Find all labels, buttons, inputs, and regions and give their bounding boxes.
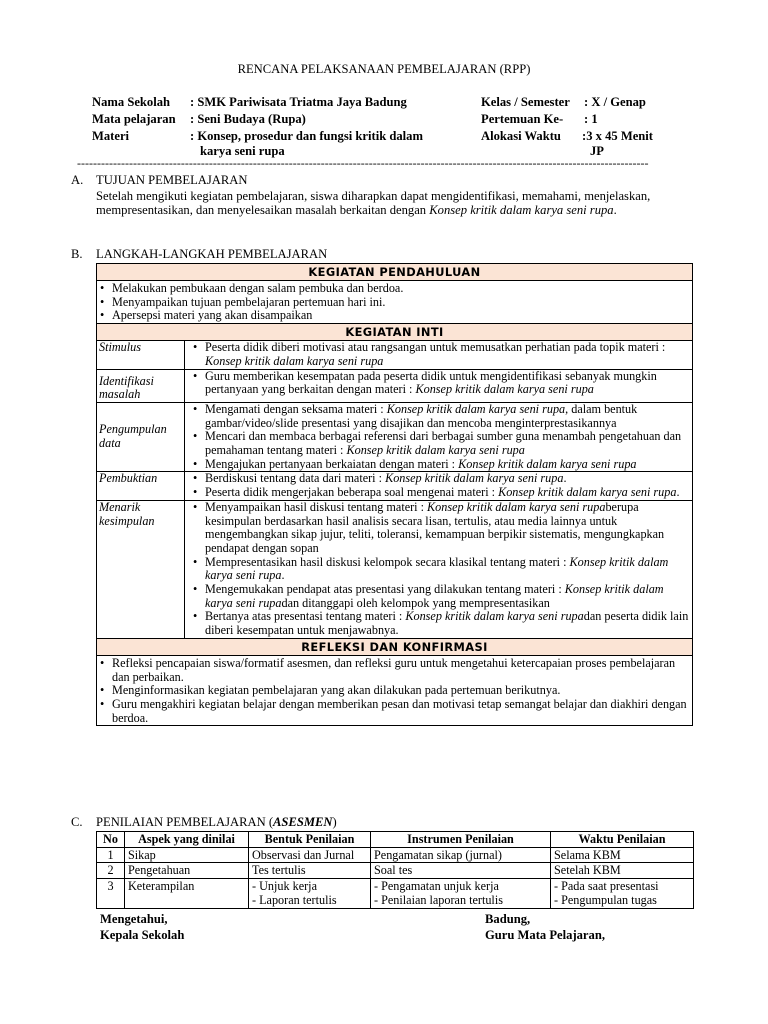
stimulus-label: Stimulus <box>97 341 185 369</box>
pertemuan-label: Pertemuan Ke- <box>481 112 564 126</box>
col-waktu: Waktu Penilaian <box>551 832 694 848</box>
materi-value-line1: : Konsep, prosedur dan fungsi kritik dalam <box>190 129 423 143</box>
badung-label: Badung, <box>485 912 531 926</box>
list-item: • Guru mengakhiri kegiatan belajar dengan memberikan pesan dan motivasi tetap semangat belajar dan diakhiri dengan berdoa. <box>97 698 690 725</box>
section-c-letter: C. <box>71 815 83 829</box>
table-header-row <box>97 832 694 848</box>
alokasi-label: Alokasi Waktu <box>481 129 561 143</box>
section-a-letter: A. <box>71 173 84 187</box>
table-row: 2 Pengetahuan Tes tertulis Soal tes Setelah KBM <box>97 863 694 879</box>
pendahuluan-list <box>97 282 690 323</box>
section-b-letter: B. <box>71 247 83 261</box>
col-aspek: Aspek yang dinilai <box>125 832 249 848</box>
separator-line: ----------------------------------------------------------------------------------------------------------------------------------------------- <box>77 157 649 169</box>
list-item: • Menyampaikan tujuan pembelajaran pertemuan hari ini. <box>97 296 690 310</box>
list-item: • Mengamati dengan seksama materi : Konsep kritik dalam karya seni rupa, dalam bentuk gambar/video/slide presentasi yang disajikan dan mencoba menginterprestasikannya <box>187 403 690 430</box>
col-no: No <box>97 832 125 848</box>
list-item: • Menyampaikan hasil diskusi tentang materi : Konsep kritik dalam karya seni rupaberupa kesimpulan berdasarkan hasil analisis secara lisan, tertulis, atau media lainnya untuk mengembangkan sikap jujur, teliti, toleransi, kemampuan berpikir sistematis, mengungkapkan pendapat dengan sopan <box>187 501 690 556</box>
pembuktian-label: Pembuktian <box>97 472 185 500</box>
section-b-heading: LANGKAH-LANGKAH PEMBELAJARAN <box>96 247 328 261</box>
alokasi-unit: JP <box>590 144 604 158</box>
list-item: • Melakukan pembukaan dengan salam pembuka dan berdoa. <box>97 282 690 296</box>
pengumpulan-label: Pengumpulan data <box>97 402 185 472</box>
refleksi-list <box>97 657 690 726</box>
list-item: • Mempresentasikan hasil diskusi kelompok secara klasikal tentang materi : Konsep kritik dalam karya seni rupa. <box>187 556 690 583</box>
col-instrumen: Instrumen Penilaian <box>371 832 551 848</box>
list-item: • Peserta didik diberi motivasi atau rangsangan untuk memusatkan perhatian pada topik materi : Konsep kritik dalam karya seni rupa <box>187 341 690 368</box>
assessment-table <box>96 831 694 909</box>
kelas-label: Kelas / Semester <box>481 95 570 109</box>
signature-left <box>100 912 184 943</box>
list-item: • Mencari dan membaca berbagai referensi dari berbagai sumber guna menambah pengetahuan dan pemahaman tentang materi : Konsep kritik dalam karya seni rupa <box>187 430 690 457</box>
list-item: • Apersepsi materi yang akan disampaikan <box>97 309 690 323</box>
col-bentuk: Bentuk Penilaian <box>249 832 371 848</box>
section-a-heading: TUJUAN PEMBELAJARAN <box>96 173 248 187</box>
guru-label: Guru Mata Pelajaran, <box>485 927 605 942</box>
inti-header: KEGIATAN INTI <box>97 324 693 341</box>
list-item: • Berdiskusi tentang data dari materi : Konsep kritik dalam karya seni rupa. <box>187 472 690 486</box>
pendahuluan-header: KEGIATAN PENDAHULUAN <box>97 264 693 281</box>
document-title: RENCANA PELAKSANAAN PEMBELAJARAN (RPP) <box>237 62 531 76</box>
list-item: • Refleksi pencapaian siswa/formatif asesmen, dan refleksi guru untuk mengetahui ketercapaian proses pembelajaran dan perbaikan. <box>97 657 690 684</box>
signature-right <box>485 912 605 943</box>
kelas-value: : X / Genap <box>584 95 646 109</box>
mapel-value: : Seni Budaya (Rupa) <box>190 112 306 126</box>
list-item: • Mengajukan pertanyaan berkaiatan dengan materi : Konsep kritik dalam karya seni rupa <box>187 458 690 472</box>
section-c-heading: PENILAIAN PEMBELAJARAN (ASESMEN) <box>96 815 337 829</box>
materi-value-line2: karya seni rupa <box>200 144 285 158</box>
learning-steps-table <box>96 263 693 726</box>
table-row: 3 Keterampilan - Unjuk kerja - Laporan tertulis - Pengamatan unjuk kerja - Penilaian laporan tertulis - Pada saat presentasi - Pengumpulan tugas <box>97 878 694 908</box>
list-item: • Bertanya atas presentasi tentang materi : Konsep kritik dalam karya seni rupadan peserta didik lain diberi kesempatan untuk menjawabnya. <box>187 610 690 637</box>
identifikasi-label: Identifikasi masalah <box>97 369 185 402</box>
nama-sekolah-value: : SMK Pariwisata Triatma Jaya Badung <box>190 95 407 109</box>
pertemuan-value: : 1 <box>584 112 598 126</box>
list-item: • Guru memberikan kesempatan pada peserta didik untuk mengidentifikasi sebanyak mungkin pertanyaan yang berkaitan dengan materi : Konsep kritik dalam karya seni rupa <box>187 370 690 397</box>
list-item: • Menginformasikan kegiatan pembelajaran yang akan dilakukan pada pertemuan berikutnya. <box>97 684 690 698</box>
table-row: 1 Sikap Observasi dan Jurnal Pengamatan sikap (jurnal) Selama KBM <box>97 847 694 863</box>
materi-label: Materi <box>92 129 130 143</box>
list-item: • Peserta didik mengerjakan beberapa soal mengenai materi : Konsep kritik dalam karya seni rupa. <box>187 486 690 500</box>
mengetahui-label: Mengetahui, <box>100 912 168 926</box>
refleksi-header: REFLEKSI DAN KONFIRMASI <box>97 638 693 655</box>
list-item: • Mengemukakan pendapat atas presentasi yang dilakukan tentang materi : Konsep kritik dalam karya seni rupadan ditanggapi oleh kelompok yang mempresentasikan <box>187 583 690 610</box>
menarik-kesimpulan-label: Menarik kesimpulan <box>97 500 185 638</box>
section-a-text: Setelah mengikuti kegiatan pembelajaran, siswa diharapkan dapat mengidentifikasi, memahami, menjelaskan, mempresentasikan, dan menyelesaikan masalah berkaitan dengan Konsep kritik dalam karya seni rupa. <box>96 189 651 218</box>
alokasi-value: :3 x 45 Menit <box>582 129 653 143</box>
kepala-sekolah-label: Kepala Sekolah <box>100 927 185 942</box>
mapel-label: Mata pelajaran <box>92 112 176 126</box>
nama-sekolah-label: Nama Sekolah <box>92 95 171 109</box>
